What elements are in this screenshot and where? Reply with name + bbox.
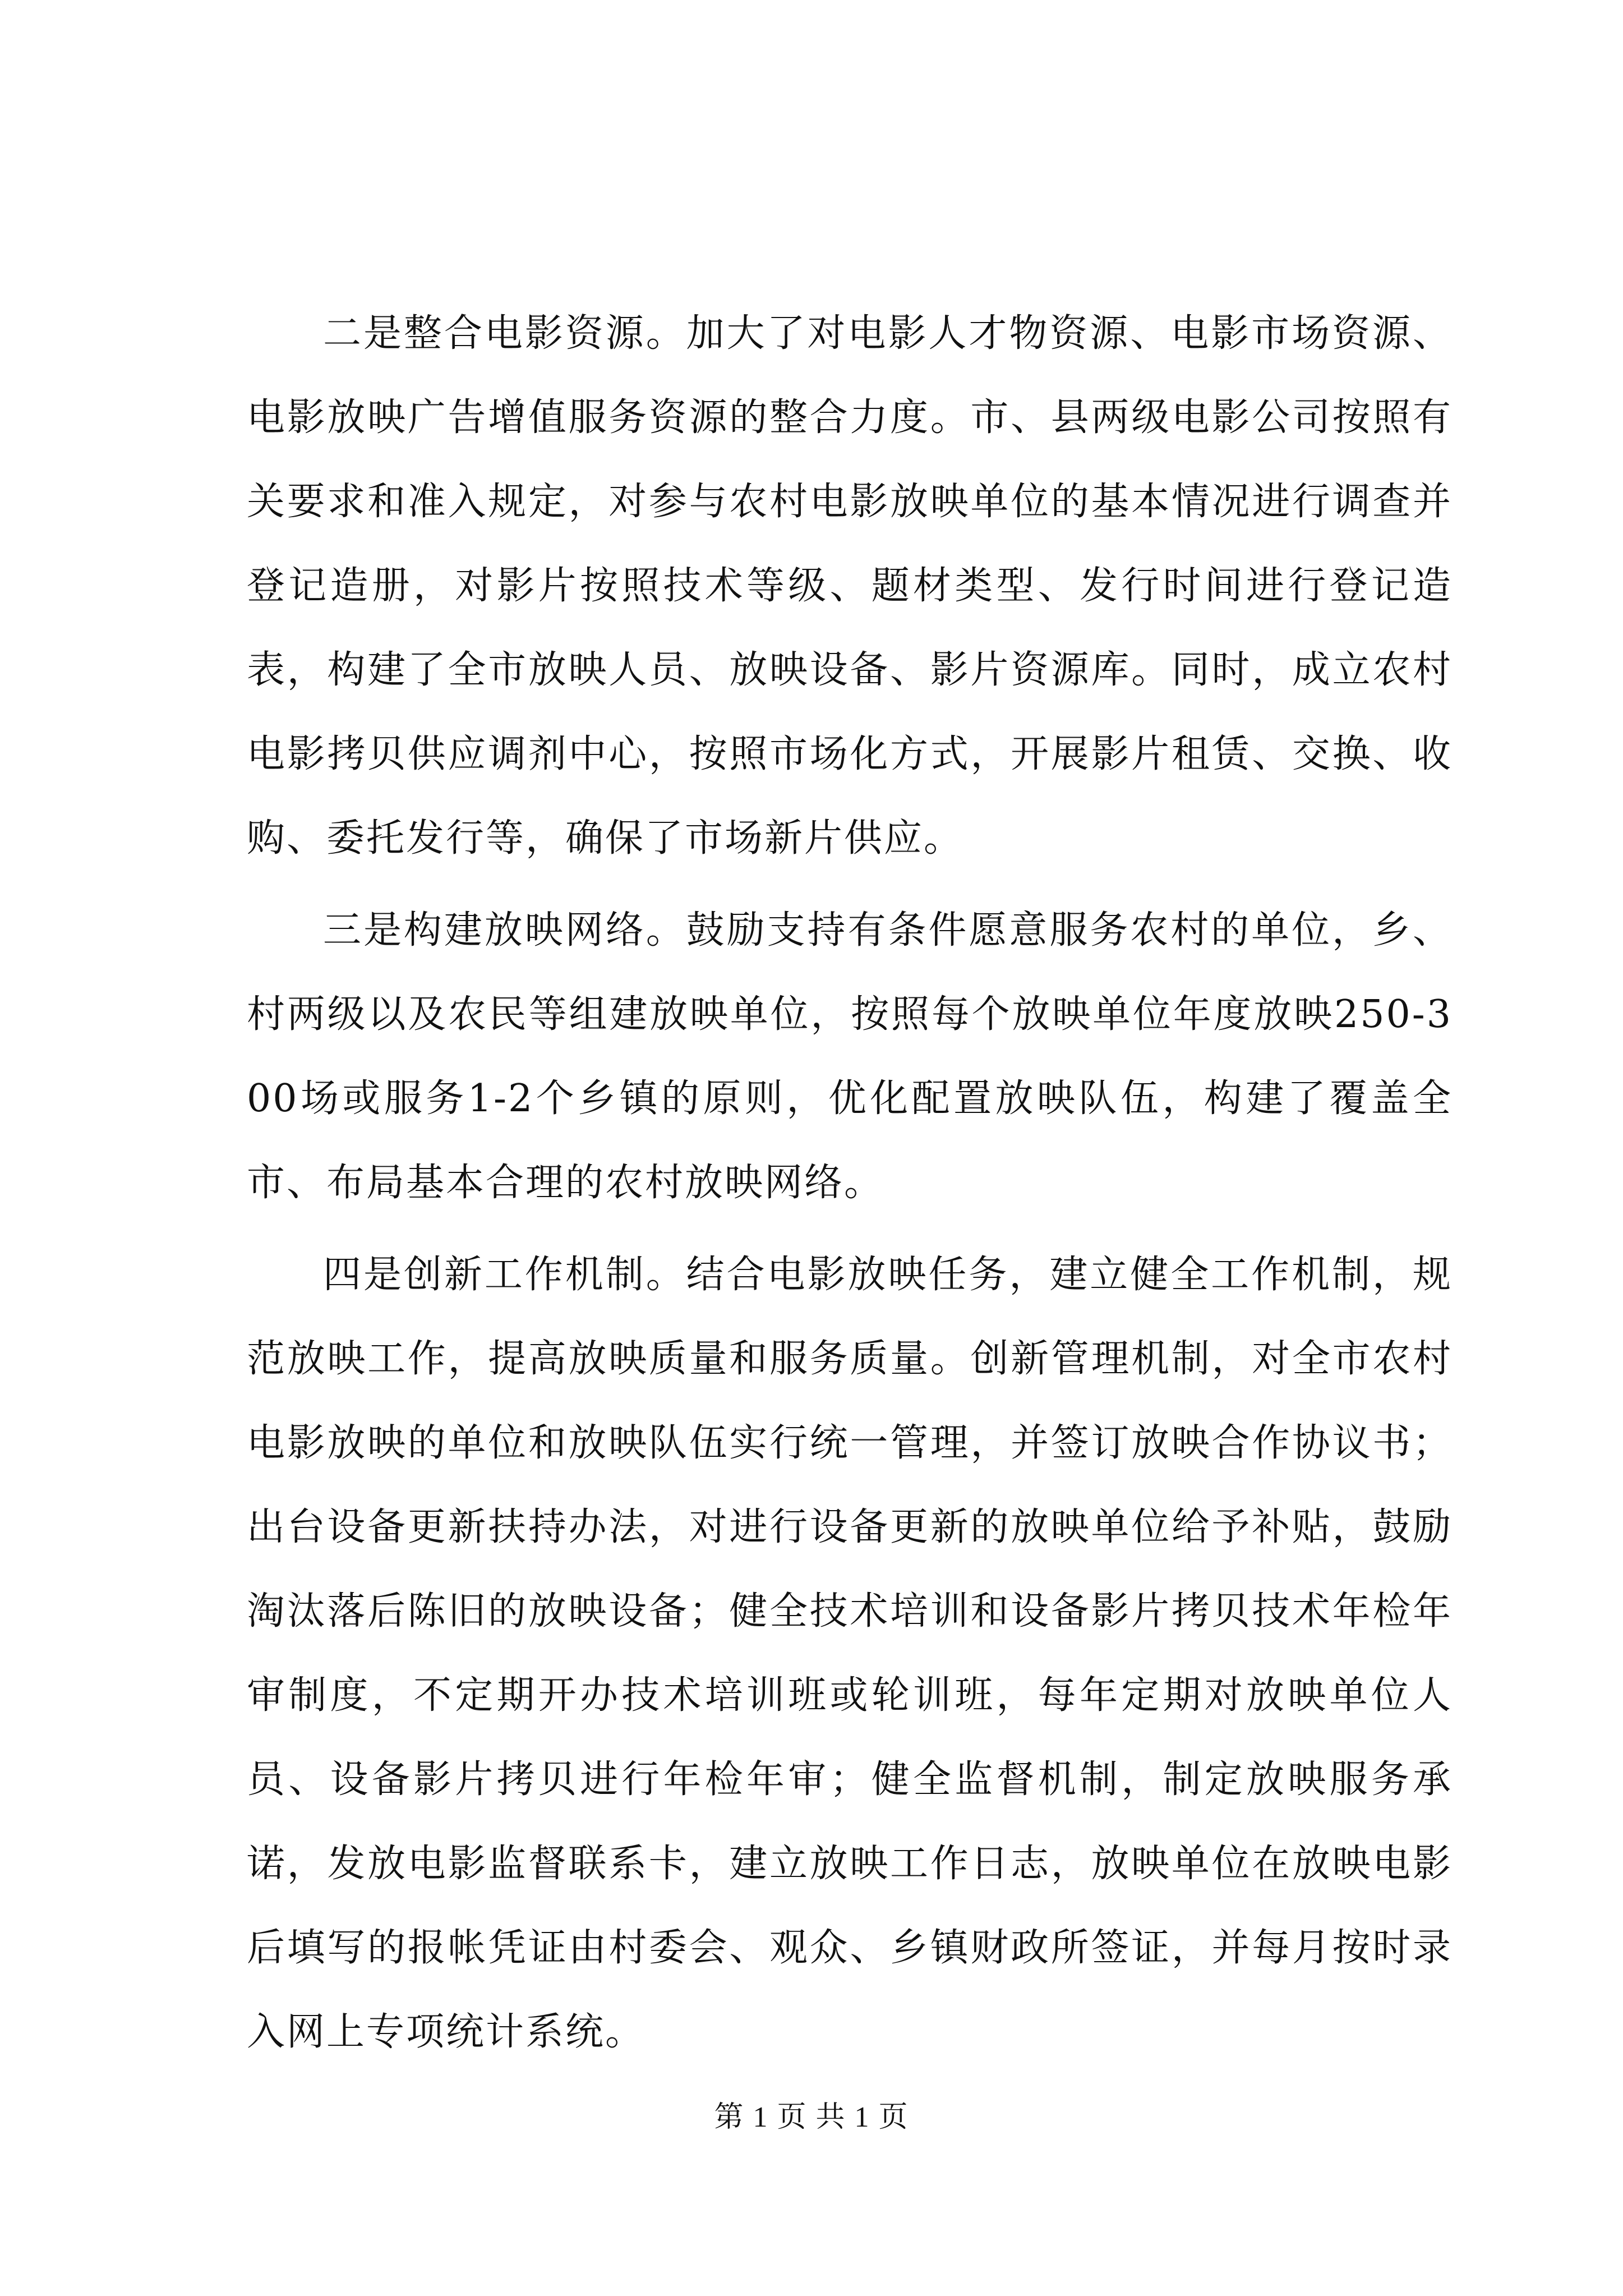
paragraph-innovate-mechanism: 四是创新工作机制。结合电影放映任务，建立健全工作机制，规范放映工作，提高放映质量和服务质量。创新管理机制，对全市农村电影放映的单位和放映队伍实行统一管理，并签订放映合作协议书；出台设备更新扶持办法，对进行设备更新的放映单位给予补贴，鼓励淘汰落后陈旧的放映设备；健全技术培训和设备影片拷贝技术年检年审制度，不定期开办技术培训班或轮训班，每年定期对放映单位人员、设备影片拷贝进行年检年审；健全监督机制，制定放映服务承诺，发放电影监督联系卡，建立放映工作日志，放映单位在放映电影后填写的报帐凭证由村委会、观众、乡镇财政所签证，并每月按时录入网上专项统计系统。 bbox=[247, 1253, 1453, 2054]
document-body bbox=[247, 292, 1453, 2082]
paragraph-build-network: 三是构建放映网络。鼓励支持有条件愿意服务农村的单位，乡、村两级以及农民等组建放映单位，按照每个放映单位年度放映250-300场或服务1-2个乡镇的原则，优化配置放映队伍，构建了覆盖全市、布局基本合理的农村放映网络。 bbox=[247, 908, 1453, 1205]
page-footer: 第 1 页 共 1 页 bbox=[714, 2101, 909, 2133]
paragraph-integrate-resources: 二是整合电影资源。加大了对电影人才物资源、电影市场资源、电影放映广告增值服务资源的整合力度。市、县两级电影公司按照有关要求和准入规定，对参与农村电影放映单位的基本情况进行调查并登记造册，对影片按照技术等级、题材类型、发行时间进行登记造表，构建了全市放映人员、放映设备、影片资源库。同时，成立农村电影拷贝供应调剂中心，按照市场化方式，开展影片租赁、交换、收购、委托发行等，确保了市场新片供应。 bbox=[247, 311, 1453, 861]
